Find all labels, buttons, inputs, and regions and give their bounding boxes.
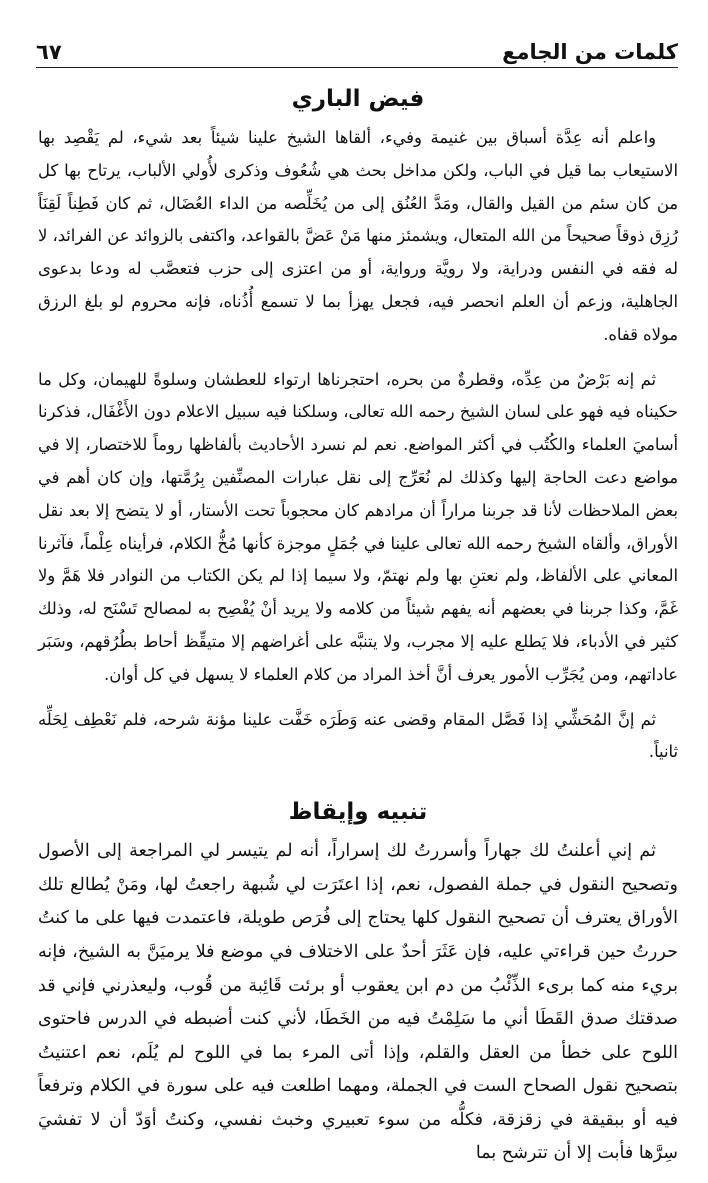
section-heading-tanbih: تنبيه وإيقاظ [288,799,428,826]
paragraph: ثم إنه بَرْضٌ من عِدِّه، وقطرةٌ من بحره، احتجرناها ارتواء للعطشان وسلوةً للهيمان، وكل ما حكيناه فيه فهو على لسان الشيخ رحمه الله تعالى، وسلكنا فيه سبيل الاعلام دون الأَغْفَال، فذكرنا أساميَ العلماء والكُتُب في أكثر المواضع. نعم لم نسرد الأحاديث بألفاظها روماً للاختصار، إلا في مواضع دعت الحاجة إليها وكذلك لم نُعَرِّج إلى نقل عبارات المصنِّفين بِرُمَّتها، وإن كان أهم في بعض الملاحظات لأنا قد جربنا مراراً أن مرادهم كان محجوباً تحت الأستار، أو لا يتضح إلا بعد نقل الأوراق، وألقاه الشيخ رحمه الله تعالى علينا في جُمَلٍ موجزة كأنها مُخُّ الكلام، فرأيناه عِلْماً، فآثرنا المعاني على الألفاظ، ولم نعتنِ بها ولم نهتمّ، ولا سيما إذا لم يكن الكتاب من النوادر فلا هَمَّ ولا غَمَّ، وكذا جربنا في بعضهم أنه يفهم شيئاً من كلامه ولا يريد أنْ يُفْصِح به لمصالح تَسْنَح له، وذلك كثير في الأدباء، فلا يَطلع عليه إلا مجرب، ولا يتنبَّه على أغراضهم إلا متيقِّظ أحاط بطُرُقهم، وسَبَر عاداتهم، ومن يُجَرِّب الأمور يعرف أنَّ أخذ المراد من كلام العلماء لا يسهل في كل أوان. [38,369,678,684]
page-content [38,86,678,1183]
paragraph: واعلم أنه عِدَّة أسباق بين غنيمة وفيء، ألقاها الشيخ علينا شيئاً بعد شيء، لم يَقْصِد بها الاستيعاب بما قيل في الباب، ولكن مداخل بحث هي شُعُوف وذكرى لأُولي الألباب، يرتاح بها كل من كان سئم من القيل والقال، ومَدَّ العُنُق إلى من يُخَلِّصه من الداء العُضَال، ثم كان فَطِناً لَقِنَاً رُزِق ذوقاً صحيحاً من الله المتعال، ويشمئز منها مَنْ عَضَّ بالقواعد، واكتفى بالزوائد عن الفرائد، لا له فقه في النفس ودراية، ولا رويَّة ورواية، أو من اعتزى إلى حزب فتعصَّب له ودعا بدعوى الجاهلية، وزعم أن العلم انحصر فيه، فجعل يهزأ بما لا تسمع أُذُناه، فإنه محروم لو بلغ الرزق مولاه قفاه. [38,128,678,344]
paragraph: ثم إنَّ المُحَشِّي إذا فَصَّل المقام وقضى عنه وَطَرَه خَفَّت علينا مؤنة شرحه، فلم نَعْطِف لِحَلِّه ثانياً. [38,709,678,762]
paragraph: ثم إني أعلنتُ لك جهاراً وأسررتُ لك إسراراً، أنه لم يتيسر لي المراجعة إلى الأصول وتصحيح النقول في جملة الفصول، نعم، إذا اعتَرَت لي شُبهة راجعتُ لها، ومَنْ يُطالع تلك الأوراق يعترف أن تصحيح النقول كلها يحتاج إلى فُرَص طويلة، فاعتمدت فيها على ما كنتُ حررتُ حين قراءتي عليه، فإن عَثَرَ أحدٌ على الاختلاف في موضع فلا يرميَنَّ به الشيخ، فإنه بريء منه كما برىء الذِّئْبُ من دم ابن يعقوب أو برئت قَائِبة من قُوب، وليعذرني فإني قد صدقتك صدق القَطَا أني ما سَلِمْتُ فيه من الخَطَا، لأني كنت أضبطه في الدرس فاحتوى اللوح على خطأ من العقل والقلم، وإذا أتى المرء بما في اللوح لم يُلَم، نعم اعتنيتُ بتصحيح نقول الصحاح الست في الجملة، ومهما اطلعت فيه على سورة في الكلام وترفعاً فيه أو ببقيقة في زقزقة، فكلُّه من سوء تعبيري وخبث نفسي، وكنتُ أوَدّ أن لا تفشيَ سِرَّها فأبت إلا أن تترشح بما [38,841,678,1164]
running-head [36,34,678,68]
book-title: كلمات من الجامع [502,40,678,64]
section-heading-faid-al-bari: فيض الباري [291,86,425,112]
page-number: ٦٧ [36,40,62,64]
